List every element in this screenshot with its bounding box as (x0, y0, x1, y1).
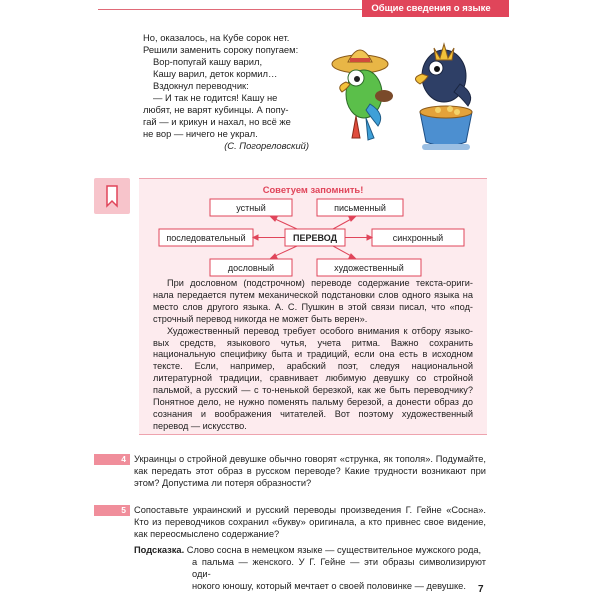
diagram-node-written: письменный (334, 203, 386, 213)
hint-text: а пальма — женского. У Г. Гейне — эти образы символизируют оди- (192, 557, 486, 579)
poem-excerpt (143, 32, 323, 152)
translation-diagram (139, 179, 487, 279)
poem-line: Решили заменить сороку попугаем: (143, 44, 299, 55)
memo-title: Советуем запомнить! (262, 184, 364, 195)
poem-line: — И так не годится! Кашу не (153, 92, 278, 103)
hint-block (134, 544, 486, 592)
section-title: Общие сведения о языке (362, 0, 500, 17)
task-text: Сопоставьте украинский и русский переводы произведения Г. Гейне «Сосна». Кто из переводчиков сохранил «букву» оригинала, а кто привнес свое видение, как переосмыслено содержание? (134, 505, 486, 539)
poem-line: Вздокнул переводчик: (153, 80, 249, 91)
poem-line: любят, не варят кубинцы. А попу- (143, 104, 289, 115)
diagram-node-oral: устный (236, 203, 266, 213)
poem-line: Кашу варил, деток кормил… (153, 68, 278, 79)
memo-paragraph: При дословном (подстрочном) переводе содержание текста-ориги-нала передается путем механической подстановки слов одного языка на место слов другого языка. А. С. Пушкин в этой связи писал, что «под-строчный перевод никогда не может быть верен». (153, 278, 473, 324)
hint-label: Подсказка. (134, 545, 185, 555)
memo-paragraph: Художественный перевод требует особого внимания к отбору языко-вых средств, языкового чутья, учета ритма. Важно сохранить национальную специфику быта и традиций, если она есть в исходном тексте. Если, например, арабский поэт, следуя национальной литературной традиции, сравнивает любимую девушку со стройной пальмой, а русский — с то-ненькой березкой, как же быть переводчику? Понятное дело, не нужно поменять пальму березой, а донести образ до сознания и воображения читателей. Вот поэтому художественный перевод — искусство. (153, 325, 473, 431)
memo-marker (94, 178, 130, 214)
memo-box (139, 178, 487, 435)
task-number-badge: 4 (94, 454, 130, 465)
diagram-node-literary: художественный (334, 263, 404, 273)
hint-text: нокого юношу, который мечтает о своей половинке — девушке. (192, 581, 466, 591)
poem-line: Вор-попугай кашу варил, (153, 56, 263, 67)
task-number-badge: 5 (94, 505, 130, 516)
diagram-node-simultaneous: синхронный (392, 233, 444, 243)
poem-line: не вор — ничего не украл. (143, 128, 258, 139)
poem-author: (С. Погореловский) (224, 140, 309, 151)
diagram-node-translation: ПЕРЕВОД (292, 233, 338, 243)
memo-body (153, 278, 473, 433)
diagram-node-literal: дословный (227, 263, 275, 273)
task-text: Украинцы о стройной девушке обычно говорят «струнка, як тополя». Подумайте, как передать этот образ в русском переводе? Какие трудности возникают при этом? Допустима ли потеря образности? (134, 454, 486, 488)
header-tab (500, 0, 509, 17)
diagram-node-consecutive: последовательный (166, 233, 246, 243)
poem-line: гай — и крикун и нахал, но всё же (143, 116, 291, 127)
bookmark-icon (94, 178, 130, 214)
page-header (0, 0, 600, 22)
parrot-illustration (326, 34, 486, 158)
page-number: 7 (478, 584, 484, 595)
poem-line: Но, оказалось, на Кубе сорок нет. (143, 32, 290, 43)
hint-text: Слово сосна в немецком языке — существительное мужского рода, (184, 545, 482, 555)
